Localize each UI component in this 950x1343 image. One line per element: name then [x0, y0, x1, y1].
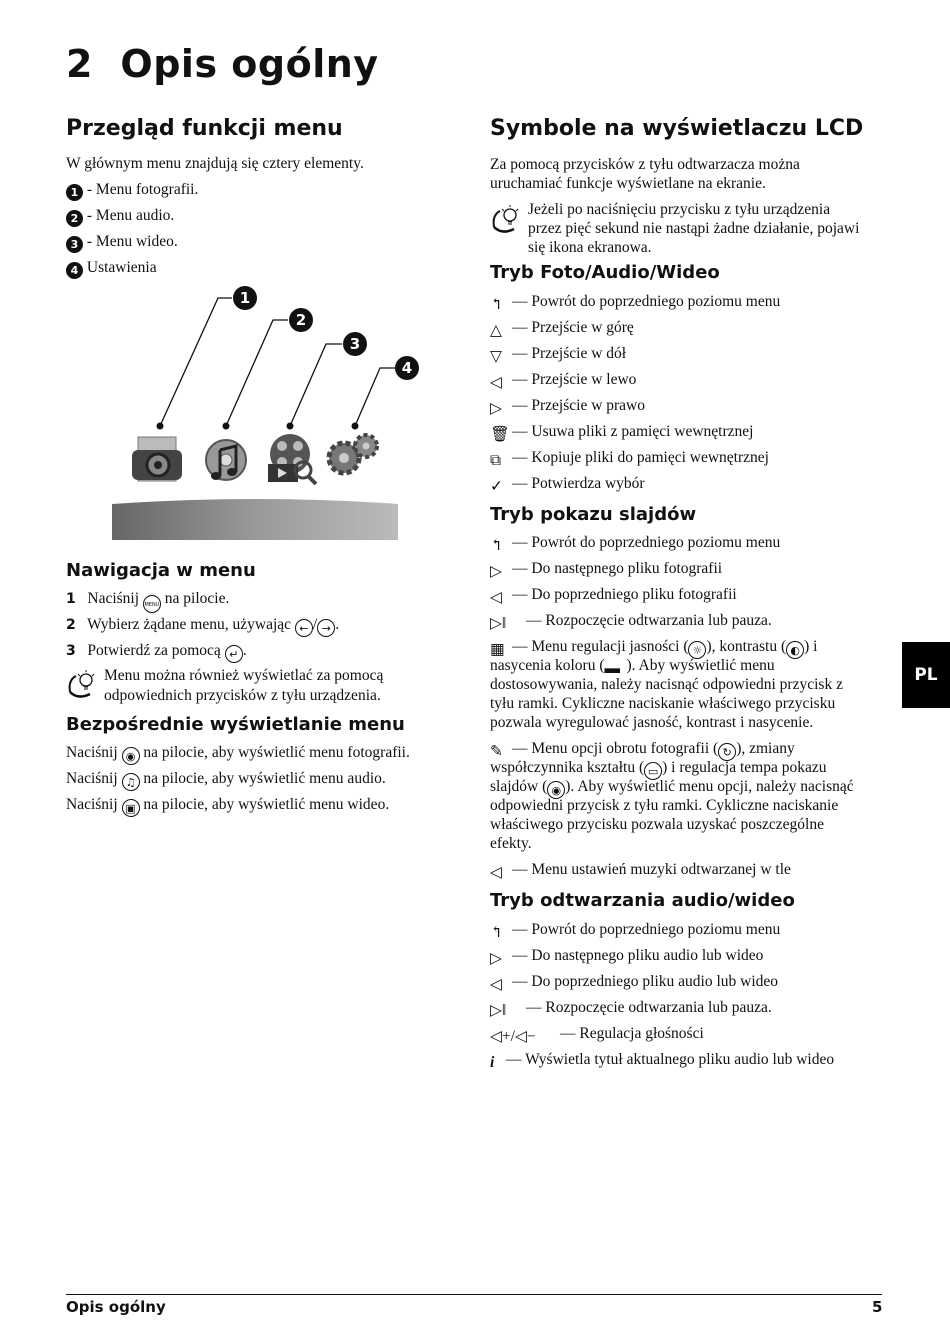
av-row-prev: ◁ — Do poprzedniego pliku audio lub wideo [490, 973, 779, 993]
adjust-para-l4: tyłu ramki. Cykliczne naciskanie właściwego przycisku [490, 695, 836, 712]
rotate-icon: ↻ [718, 743, 736, 761]
lcd-intro-l2: uruchamiać funkcje wyświetlane na ekranie. [490, 175, 766, 192]
left-triangle-icon: ◁ [490, 976, 502, 993]
left-triangle-icon: ◁ [490, 374, 502, 391]
av-row-info: i — Wyświetla tytuł aktualnego pliku audio lub wideo [490, 1051, 835, 1071]
chapter-title: 2 Opis ogólny [66, 42, 379, 86]
checkmark-icon: ✓ [490, 478, 503, 495]
music-button-icon: ♫ [122, 773, 140, 791]
back-icon: ↰ [490, 296, 503, 313]
av-row-back: ↰ — Powrót do poprzedniego poziomu menu [490, 921, 781, 941]
section-title-slideshow: Tryb pokazu slajdów [490, 504, 697, 525]
callout-2: 2 [289, 308, 313, 332]
menu-item-audio: 2 - Menu audio. [66, 206, 174, 227]
photo-menu-icon [132, 437, 182, 481]
language-tab: PL [902, 642, 950, 708]
copy-icon: ⧉ [490, 452, 502, 469]
av-row-next: ▷ — Do następnego pliku audio lub wideo [490, 947, 764, 967]
footer-section-title: Opis ogólny [66, 1298, 166, 1316]
play-pause-icon: ▷‖ [490, 1002, 507, 1019]
adjust-para-l3: dostosowywania, należy nacisnąć odpowiedni przycisk z [490, 676, 843, 693]
direct-menu-video: Naciśnij ▣ na pilocie, aby wyświetlić menu wideo. [66, 796, 390, 815]
left-arrow-button-icon: ← [295, 619, 313, 637]
back-icon: ↰ [490, 924, 503, 941]
play-pause-icon: ▷‖ [490, 615, 507, 632]
right-triangle-icon: ▷ [490, 400, 502, 417]
adjust-para-l1: ▦ — Menu regulacji jasności ( ☼ ), kontrastu ( ◐ ) i [490, 638, 818, 658]
photo-button-icon: ◉ [122, 747, 140, 765]
menu-item-settings: 4 Ustawienia [66, 258, 157, 279]
adjust-para-l2: nasycenia koloru (▬ ). Aby wyświetlić menu [490, 657, 775, 677]
foto-row-confirm: ✓ — Potwierdza wybór [490, 475, 645, 495]
lcd-note-l2: przez pięć sekund nie nastąpi żadne działanie, pojawi [528, 220, 860, 237]
slide-row-music: ◁ — Menu ustawień muzyki odtwarzanej w tle [490, 861, 791, 881]
menu-illustration-graphic [110, 282, 420, 542]
right-arrow-button-icon: → [317, 619, 335, 637]
direct-menu-audio: Naciśnij ♫ na pilocie, aby wyświetlić menu audio. [66, 770, 386, 789]
back-icon: ↰ [490, 537, 503, 554]
section-title-lcd-symbols: Symbole na wyświetlaczu LCD [490, 116, 864, 141]
tip-lightbulb-icon [490, 201, 524, 235]
section-title-direct-menu: Bezpośrednie wyświetlanie menu [66, 714, 405, 735]
slide-row-playpause: ▷‖ — Rozpoczęcie odtwarzania lub pauza. [490, 612, 772, 632]
left-triangle-icon: ◁ [490, 589, 502, 606]
menu-illustration [110, 282, 420, 542]
number-badge: 1 [66, 184, 83, 201]
adjust-grid-icon: ▦ [490, 641, 505, 658]
callout-3: 3 [343, 332, 367, 356]
foto-row-up: △ — Przejście w górę [490, 319, 634, 339]
brightness-icon: ☼ [688, 641, 706, 659]
lcd-intro-l1: Za pomocą przycisków z tyłu odtwarzacza można [490, 156, 800, 173]
audio-menu-icon [206, 440, 246, 480]
options-para-l2: współczynnika kształtu ( ▭ ) i regulacja tempa pokazu [490, 759, 827, 778]
nav-step-2: 2 Wybierz żądane menu, używając ← / → . [66, 616, 340, 635]
slide-row-back: ↰ — Powrót do poprzedniego poziomu menu [490, 534, 781, 554]
foto-row-delete: 🗑 — Usuwa pliki z pamięci wewnętrznej [490, 423, 754, 443]
av-row-playpause: ▷‖ — Rozpoczęcie odtwarzania lub pauza. [490, 999, 772, 1019]
foto-row-left: ◁ — Przejście w lewo [490, 371, 637, 391]
video-menu-icon [268, 434, 316, 484]
section-title-menu-overview: Przegląd funkcji menu [66, 116, 343, 141]
info-icon: i [490, 1054, 495, 1071]
slideshow-speed-icon: ◉ [547, 781, 565, 799]
options-para-l4: odpowiedni przycisk z tyłu ramki. Cykliczne naciskanie [490, 797, 839, 814]
right-triangle-icon: ▷ [490, 950, 502, 967]
number-badge: 4 [66, 262, 83, 279]
video-button-icon: ▣ [122, 799, 140, 817]
options-para-l5: właściwego przycisku pozwala uzyskać poszczególne [490, 816, 824, 833]
adjust-para-l5: pozwala wyregulować jasność, kontrast i nasycenie. [490, 714, 814, 731]
menu-button-icon: MENU [143, 595, 161, 613]
menu-item-photo: 1 - Menu fotografii. [66, 180, 198, 201]
saturation-icon: ▬ [604, 660, 620, 677]
av-row-volume: ◁+/◁− — Regulacja głośności [490, 1025, 704, 1045]
contrast-icon: ◐ [786, 641, 804, 659]
enter-button-icon: ↵ [225, 645, 243, 663]
options-para-l1: ✎ — Menu opcji obrotu fotografii ( ↻ ), zmiany [490, 740, 795, 760]
section-title-av-mode: Tryb odtwarzania audio/wideo [490, 890, 795, 911]
up-triangle-icon: △ [490, 322, 502, 339]
lcd-note-l3: się ikona ekranowa. [528, 239, 652, 256]
page-number: 5 [872, 1298, 883, 1316]
foto-row-back: ↰ — Powrót do poprzedniego poziomu menu [490, 293, 781, 313]
trash-icon: 🗑 [490, 426, 510, 443]
wrench-icon: ✎ [490, 743, 503, 760]
slide-row-next: ▷ — Do następnego pliku fotografii [490, 560, 723, 580]
section-title-navigation: Nawigacja w menu [66, 560, 256, 581]
options-para-l3: slajdów ( ◉ ). Aby wyświetlić menu opcji, należy nacisnąć [490, 778, 854, 797]
footer-rule [66, 1294, 882, 1295]
nav-note-line2: odpowiednich przycisków z tyłu urządzenia. [104, 687, 381, 704]
foto-row-down: ▽ — Przejście w dół [490, 345, 627, 365]
right-triangle-icon: ▷ [490, 563, 502, 580]
lcd-note-l1: Jeżeli po naciśnięciu przycisku z tyłu urządzenia [528, 201, 831, 218]
foto-row-right: ▷ — Przejście w prawo [490, 397, 645, 417]
nav-step-3: 3 Potwierdź za pomocą ↵ . [66, 642, 247, 661]
down-triangle-icon: ▽ [490, 348, 502, 365]
speaker-icon: ◁ [490, 864, 502, 881]
number-badge: 2 [66, 210, 83, 227]
options-para-l6: efekty. [490, 835, 532, 852]
nav-step-1: 1 Naciśnij MENU na pilocie. [66, 589, 229, 613]
menu-intro: W głównym menu znajdują się cztery elementy. [66, 155, 364, 172]
callout-4: 4 [395, 356, 419, 380]
slide-row-prev: ◁ — Do poprzedniego pliku fotografii [490, 586, 737, 606]
callout-1: 1 [233, 286, 257, 310]
volume-up-down-icon: ◁+/◁− [490, 1028, 536, 1045]
tip-lightbulb-icon [66, 666, 100, 700]
nav-note-line1: Menu można również wyświetlać za pomocą [104, 667, 384, 684]
menu-item-video: 3 - Menu wideo. [66, 232, 178, 253]
settings-menu-icon [329, 435, 377, 473]
number-badge: 3 [66, 236, 83, 253]
direct-menu-photo: Naciśnij ◉ na pilocie, aby wyświetlić menu fotografii. [66, 744, 410, 763]
section-title-foto-mode: Tryb Foto/Audio/Wideo [490, 262, 720, 283]
aspect-ratio-icon: ▭ [644, 762, 662, 780]
foto-row-copy: ⧉ — Kopiuje pliki do pamięci wewnętrznej [490, 449, 769, 469]
